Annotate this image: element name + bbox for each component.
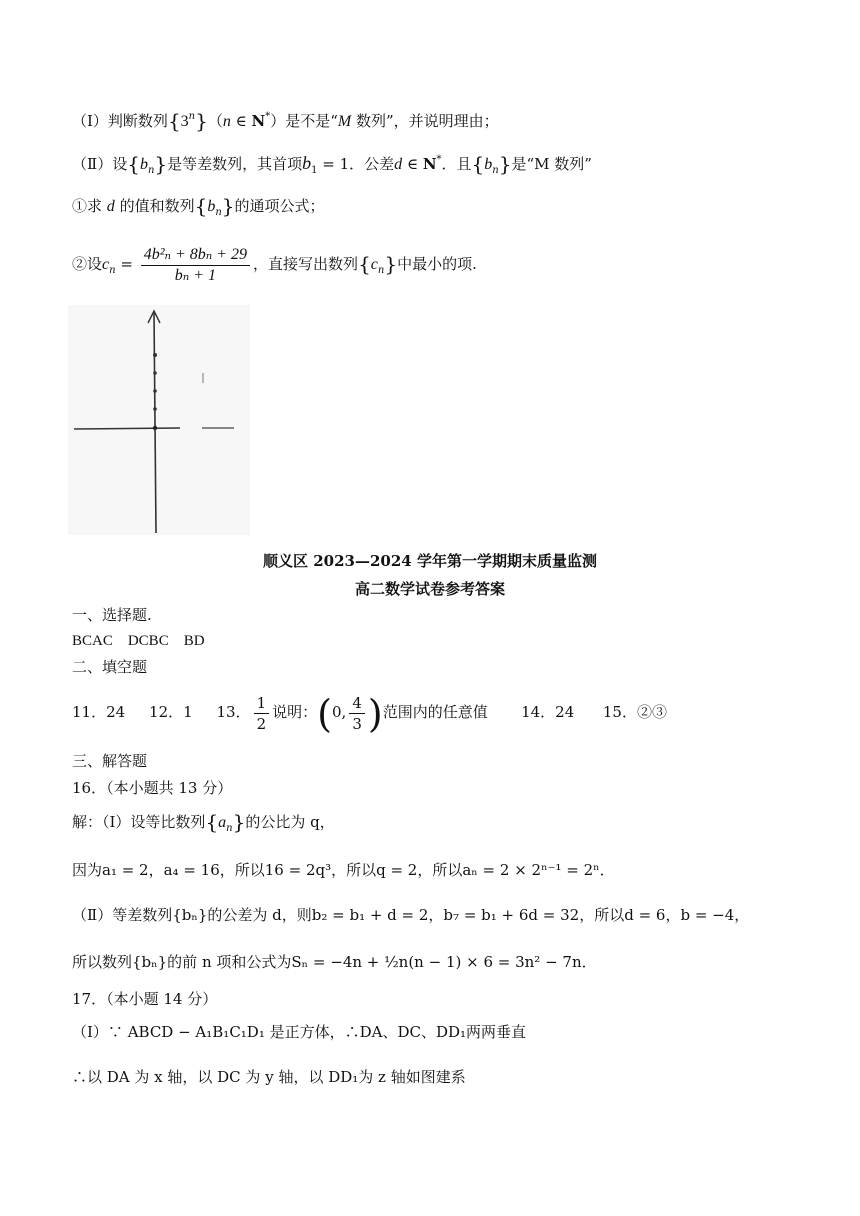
fill-answers: 11．24 12．1 13． $\frac{1}{2}$ 说明：(0, $\frac{4}{3}$ )范围内的任意值 14．24 15．②③ bbox=[72, 692, 667, 736]
axis-point bbox=[153, 353, 157, 357]
q16-line-3: （Ⅱ）等差数列{bₙ}的公差为 d，则b₂ = b₁ + d = 2，b₇ = b₁ + 6d = 32，所以d = 6，b = −4， bbox=[72, 906, 750, 924]
problem-part2: （Ⅱ）设$\{b_n\}$是等差数列，其首项$b_1 = 1$．公差d ∈ N*．且$\{b_n\}$是“M 数列” bbox=[72, 152, 592, 176]
origin-point bbox=[153, 426, 157, 430]
axis-point bbox=[153, 371, 157, 375]
q17-heading: 17．（本小题 14 分） bbox=[72, 990, 218, 1008]
choice-answers: BCAC DCBC BD bbox=[72, 633, 205, 649]
answer-title-1: 顺义区 2023—2024 学年第一学期期末质量监测 bbox=[263, 552, 597, 570]
section-solve-heading: 三、解答题 bbox=[72, 752, 148, 770]
q17-line-2: ∴以 DA 为 x 轴，以 DC 为 y 轴，以 DD₁为 z 轴如图建系 bbox=[72, 1068, 466, 1086]
q16-heading: 16．（本小题共 13 分） bbox=[72, 779, 233, 797]
four-thirds-fraction: $\frac{4}{3}$ bbox=[349, 693, 365, 734]
axes-sketch-svg bbox=[68, 305, 250, 535]
q16-line-1: 解：（Ⅰ）设等比数列$\{a_n\}$的公比为 q， bbox=[72, 810, 335, 834]
q17-line-1: （Ⅰ）∵ ABCD − A₁B₁C₁D₁ 是正方体，∴DA、DC、DD₁两两垂直 bbox=[72, 1023, 527, 1041]
section-fill-heading: 二、填空题 bbox=[72, 658, 148, 676]
answer-title-2: 高二数学试卷参考答案 bbox=[354, 580, 505, 598]
axes-sketch-figure bbox=[68, 305, 250, 535]
problem-part1: （Ⅰ）判断数列{3$^n$}（n ∈ N*）是不是“M 数列”，并说明理由； bbox=[72, 109, 499, 133]
section-choice-heading: 一、选择题. bbox=[72, 606, 152, 624]
horizontal-axis bbox=[74, 428, 180, 429]
problem-question-2: ②设$c_n$ = $\frac{\text{4b²ₙ + 8bₙ + 29}}{\text{bₙ + 1}}$ ，直接写出数列$\{c_n\}$中最小的项. bbox=[72, 245, 477, 284]
half-fraction: $\frac{1}{2}$ bbox=[254, 693, 270, 734]
q16-line-4: 所以数列{bₙ}的前 n 项和公式为Sₙ = −4n + ½n(n − 1) × 6 = 3n² − 7n． bbox=[72, 953, 597, 971]
vertical-axis bbox=[154, 313, 156, 533]
axis-point bbox=[153, 407, 157, 411]
q16-line-2: 因为a₁ = 2，a₄ = 16，所以16 = 2q³，所以q = 2，所以aₙ = 2 × 2ⁿ⁻¹ = 2ⁿ． bbox=[72, 861, 615, 879]
axis-point bbox=[153, 389, 157, 393]
problem-question-1: ①求 d 的值和数列$\{b_n\}$的通项公式； bbox=[72, 194, 325, 218]
cn-fraction: $\frac{\text{4b²ₙ + 8bₙ + 29}}{\text{bₙ + 1}}$ bbox=[141, 245, 250, 286]
